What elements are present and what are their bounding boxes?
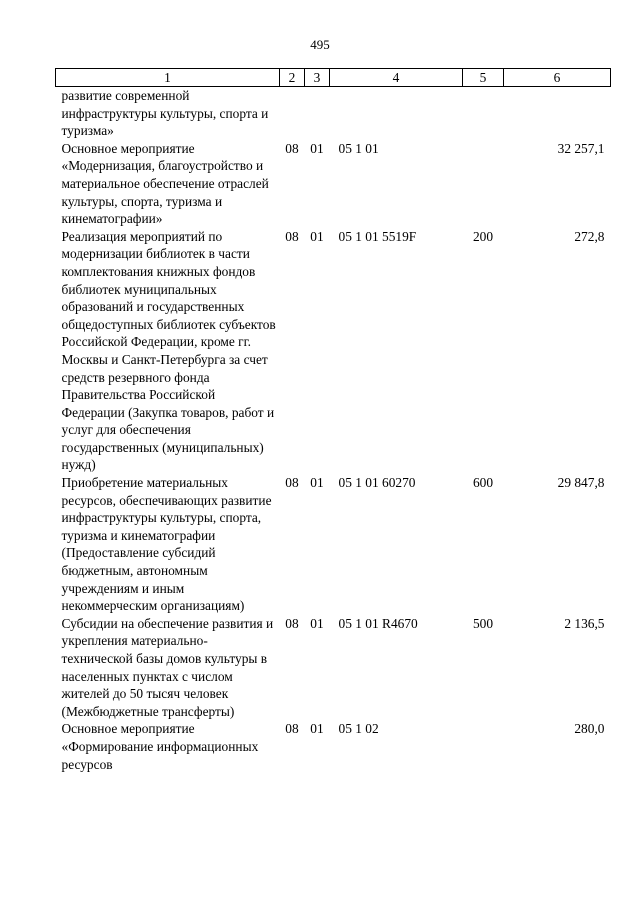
- row-csr: 05 1 02: [338, 721, 379, 737]
- row-vr: [463, 140, 504, 228]
- column-header-name: 1: [56, 69, 280, 87]
- row-rz: 08: [285, 228, 299, 244]
- row-pr: 01: [310, 140, 324, 156]
- row-name: Реализация мероприятий по модернизации библиотек в части комплектования книжных фондов библиотек муниципальных образований и государственных общедоступных библиотек субъектов Российской Федерации, кроме гг. Москвы и Санкт-Петербурга за счет средств резервного фонда Правительства Российской Федерации (Закупка товаров, работ и услуг для обеспечения государственных (муниципальных) нужд): [61, 228, 276, 473]
- row-sum: 272,8: [574, 228, 605, 244]
- page-number: 495: [310, 37, 330, 52]
- row-csr: 05 1 01 60270: [338, 475, 416, 491]
- row-pr: 01: [310, 721, 324, 737]
- row-csr: 05 1 01 5519F: [338, 228, 417, 244]
- row-rz: 08: [285, 140, 299, 156]
- row-vr: [463, 87, 504, 140]
- row-name: развитие современной инфраструктуры культуры, спорта и туризма»: [61, 88, 269, 139]
- row-pr: [305, 87, 330, 140]
- row-csr: [330, 87, 463, 140]
- column-header-pr: 3: [305, 69, 330, 87]
- row-csr: 05 1 01: [338, 140, 379, 156]
- table-row: [56, 228, 611, 474]
- row-sum: 32 257,1: [557, 140, 605, 156]
- row-name: Приобретение материальных ресурсов, обеспечивающих развитие инфраструктуры культуры, спорта, туризма и кинематографии (Предоставление субсидий бюджетным, автономным учреждениям и иным некоммерческим организациям): [61, 475, 272, 614]
- row-vr: 500: [472, 615, 494, 631]
- row-pr: 01: [310, 615, 324, 631]
- row-rz: 08: [285, 721, 299, 737]
- column-header-csr: 4: [330, 69, 463, 87]
- table-row: [56, 615, 611, 721]
- row-pr: 01: [310, 475, 324, 491]
- row-sum: 280,0: [574, 721, 605, 737]
- row-sum: [504, 87, 611, 140]
- row-rz: [280, 87, 305, 140]
- row-vr: 200: [472, 228, 494, 244]
- row-vr: 600: [472, 475, 494, 491]
- row-sum: 2 136,5: [564, 615, 605, 631]
- budget-table: [55, 68, 611, 773]
- column-header-sum: 6: [504, 69, 611, 87]
- table-row: [56, 474, 611, 615]
- row-name: Субсидии на обеспечение развития и укрепления материально-технической базы домов культуры в населенных пунктах с числом жителей до 50 тысяч человек (Межбюджетные трансферты): [61, 615, 274, 719]
- table-row: [56, 140, 611, 228]
- row-sum: 29 847,8: [557, 475, 605, 491]
- row-name: Основное мероприятие «Формирование информационных ресурсов: [61, 721, 259, 772]
- row-rz: 08: [285, 475, 299, 491]
- row-vr: [463, 720, 504, 773]
- table-row: [56, 87, 611, 140]
- row-rz: 08: [285, 615, 299, 631]
- row-csr: 05 1 01 R4670: [338, 615, 418, 631]
- column-header-rz: 2: [280, 69, 305, 87]
- row-name: Основное мероприятие «Модернизация, благоустройство и материальное обеспечение отраслей культуры, спорта, туризма и кинематографии»: [61, 140, 269, 227]
- row-pr: 01: [310, 228, 324, 244]
- table-header-row: [56, 69, 611, 87]
- table-row: [56, 720, 611, 773]
- column-header-vr: 5: [463, 69, 504, 87]
